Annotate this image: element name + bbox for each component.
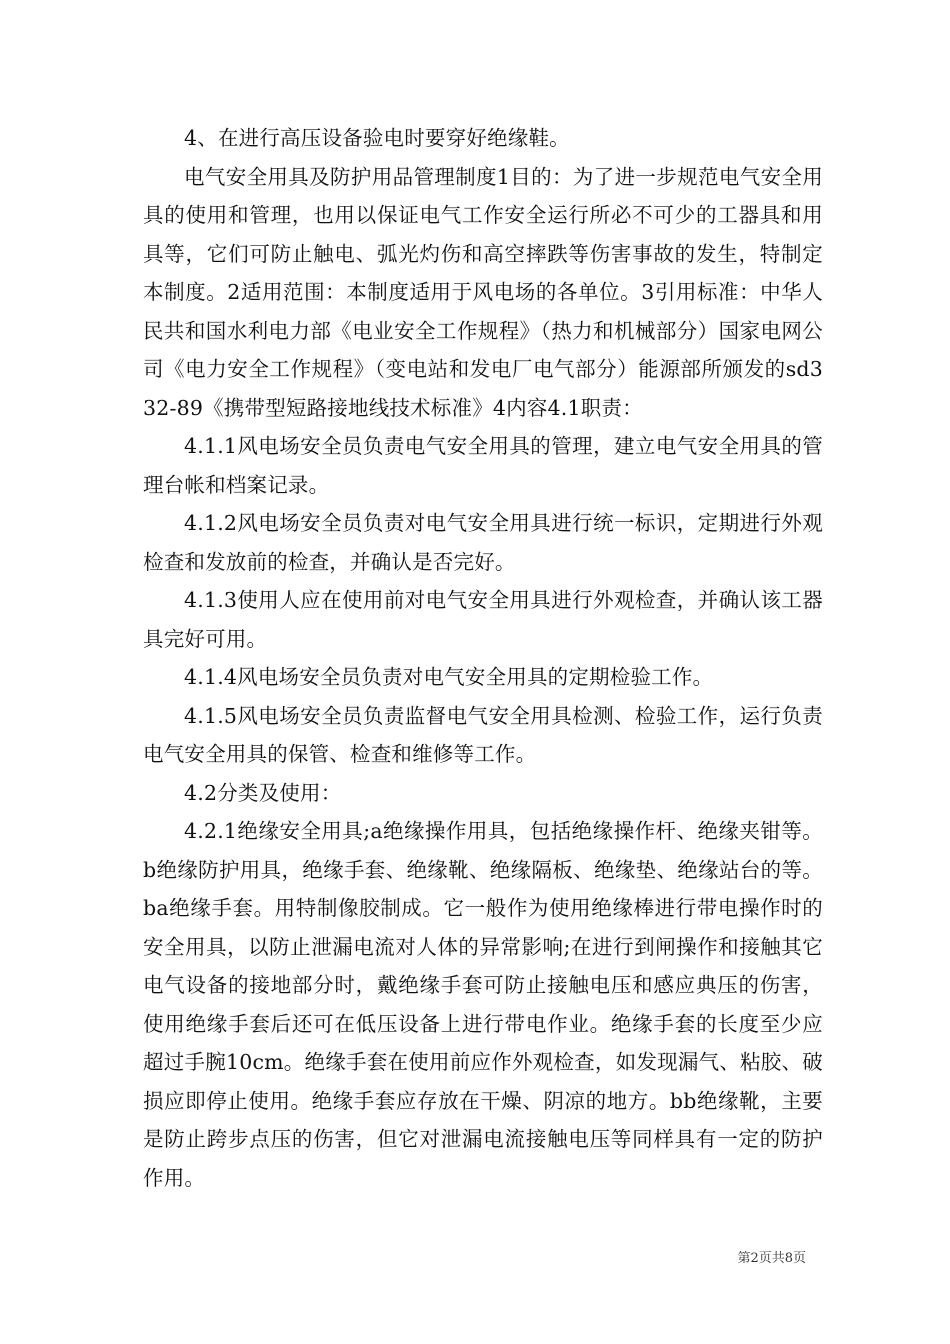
paragraph-4-1-5: 4.1.5风电场安全员负责监督电气安全用具检测、检验工作，运行负责电气安全用具的保管、检查和维修等工作。 <box>143 703 823 766</box>
page-number: 第2页共8页 <box>737 1251 806 1266</box>
paragraph-4-1-1: 4.1.1风电场安全员负责电气安全用具的管理，建立电气安全用具的管理台帐和档案记录。 <box>143 434 823 497</box>
paragraph-4-1-3: 4.1.3使用人应在使用前对电气安全用具进行外观检查，并确认该工器具完好可用。 <box>143 588 823 651</box>
paragraph-4-1-2: 4.1.2风电场安全员负责对电气安全用具进行统一标识，定期进行外观检查和发放前的检查，并确认是否完好。 <box>143 511 823 574</box>
paragraph-4-2-1: 4.2.1绝缘安全用具;a绝缘操作用具，包括绝缘操作杆、绝缘夹钳等。b绝缘防护用具，绝缘手套、绝缘靴、绝缘隔板、绝缘垫、绝缘站台的等。ba绝缘手套。用特制像胶制成。它一般作为使用绝缘棒进行带电操作时的安全用具，以防止泄漏电流对人体的异常影响;在进行到闸操作和接触其它电气设备的接地部分时，戴绝缘手套可防止接触电压和感应典压的伤害，使用绝缘手套后还可在低压设备上进行带电作业。绝缘手套的长度至少应超过手腕10cm。绝缘手套在使用前应作外观检查，如发现漏气、粘胶、破损应即停止使用。绝缘手套应存放在干燥、阴凉的地方。bb绝缘靴，主要是防止跨步点压的伤害，但它对泄漏电流接触电压等同样具有一定的防护作用。 <box>143 819 823 1190</box>
document-body <box>143 119 823 1197</box>
paragraph-4-1-4: 4.1.4风电场安全员负责对电气安全用具的定期检验工作。 <box>184 665 714 689</box>
paragraph-insulating-shoes: 4、在进行高压设备验电时要穿好绝缘鞋。 <box>184 126 570 150</box>
paragraph-4-2: 4.2分类及使用： <box>184 780 342 805</box>
paragraph-purpose-scope: 电气安全用具及防护用品管理制度1目的：为了进一步规范电气安全用具的使用和管理，也用以保证电气工作安全运行所必不可少的工器具和用具等，它们可防止触电、弧光灼伤和高空摔跌等伤害事故的发生，特制定本制度。2适用范围：本制度适用于风电场的各单位。3引用标准：中华人民共和国水利电力部《电业安全工作规程》（热力和机械部分）国家电网公司《电力安全工作规程》（变电站和发电厂电气部分）能源部所颁发的sd332-89《携带型短路接地线技术标准》4内容4.1职责： <box>143 164 823 420</box>
